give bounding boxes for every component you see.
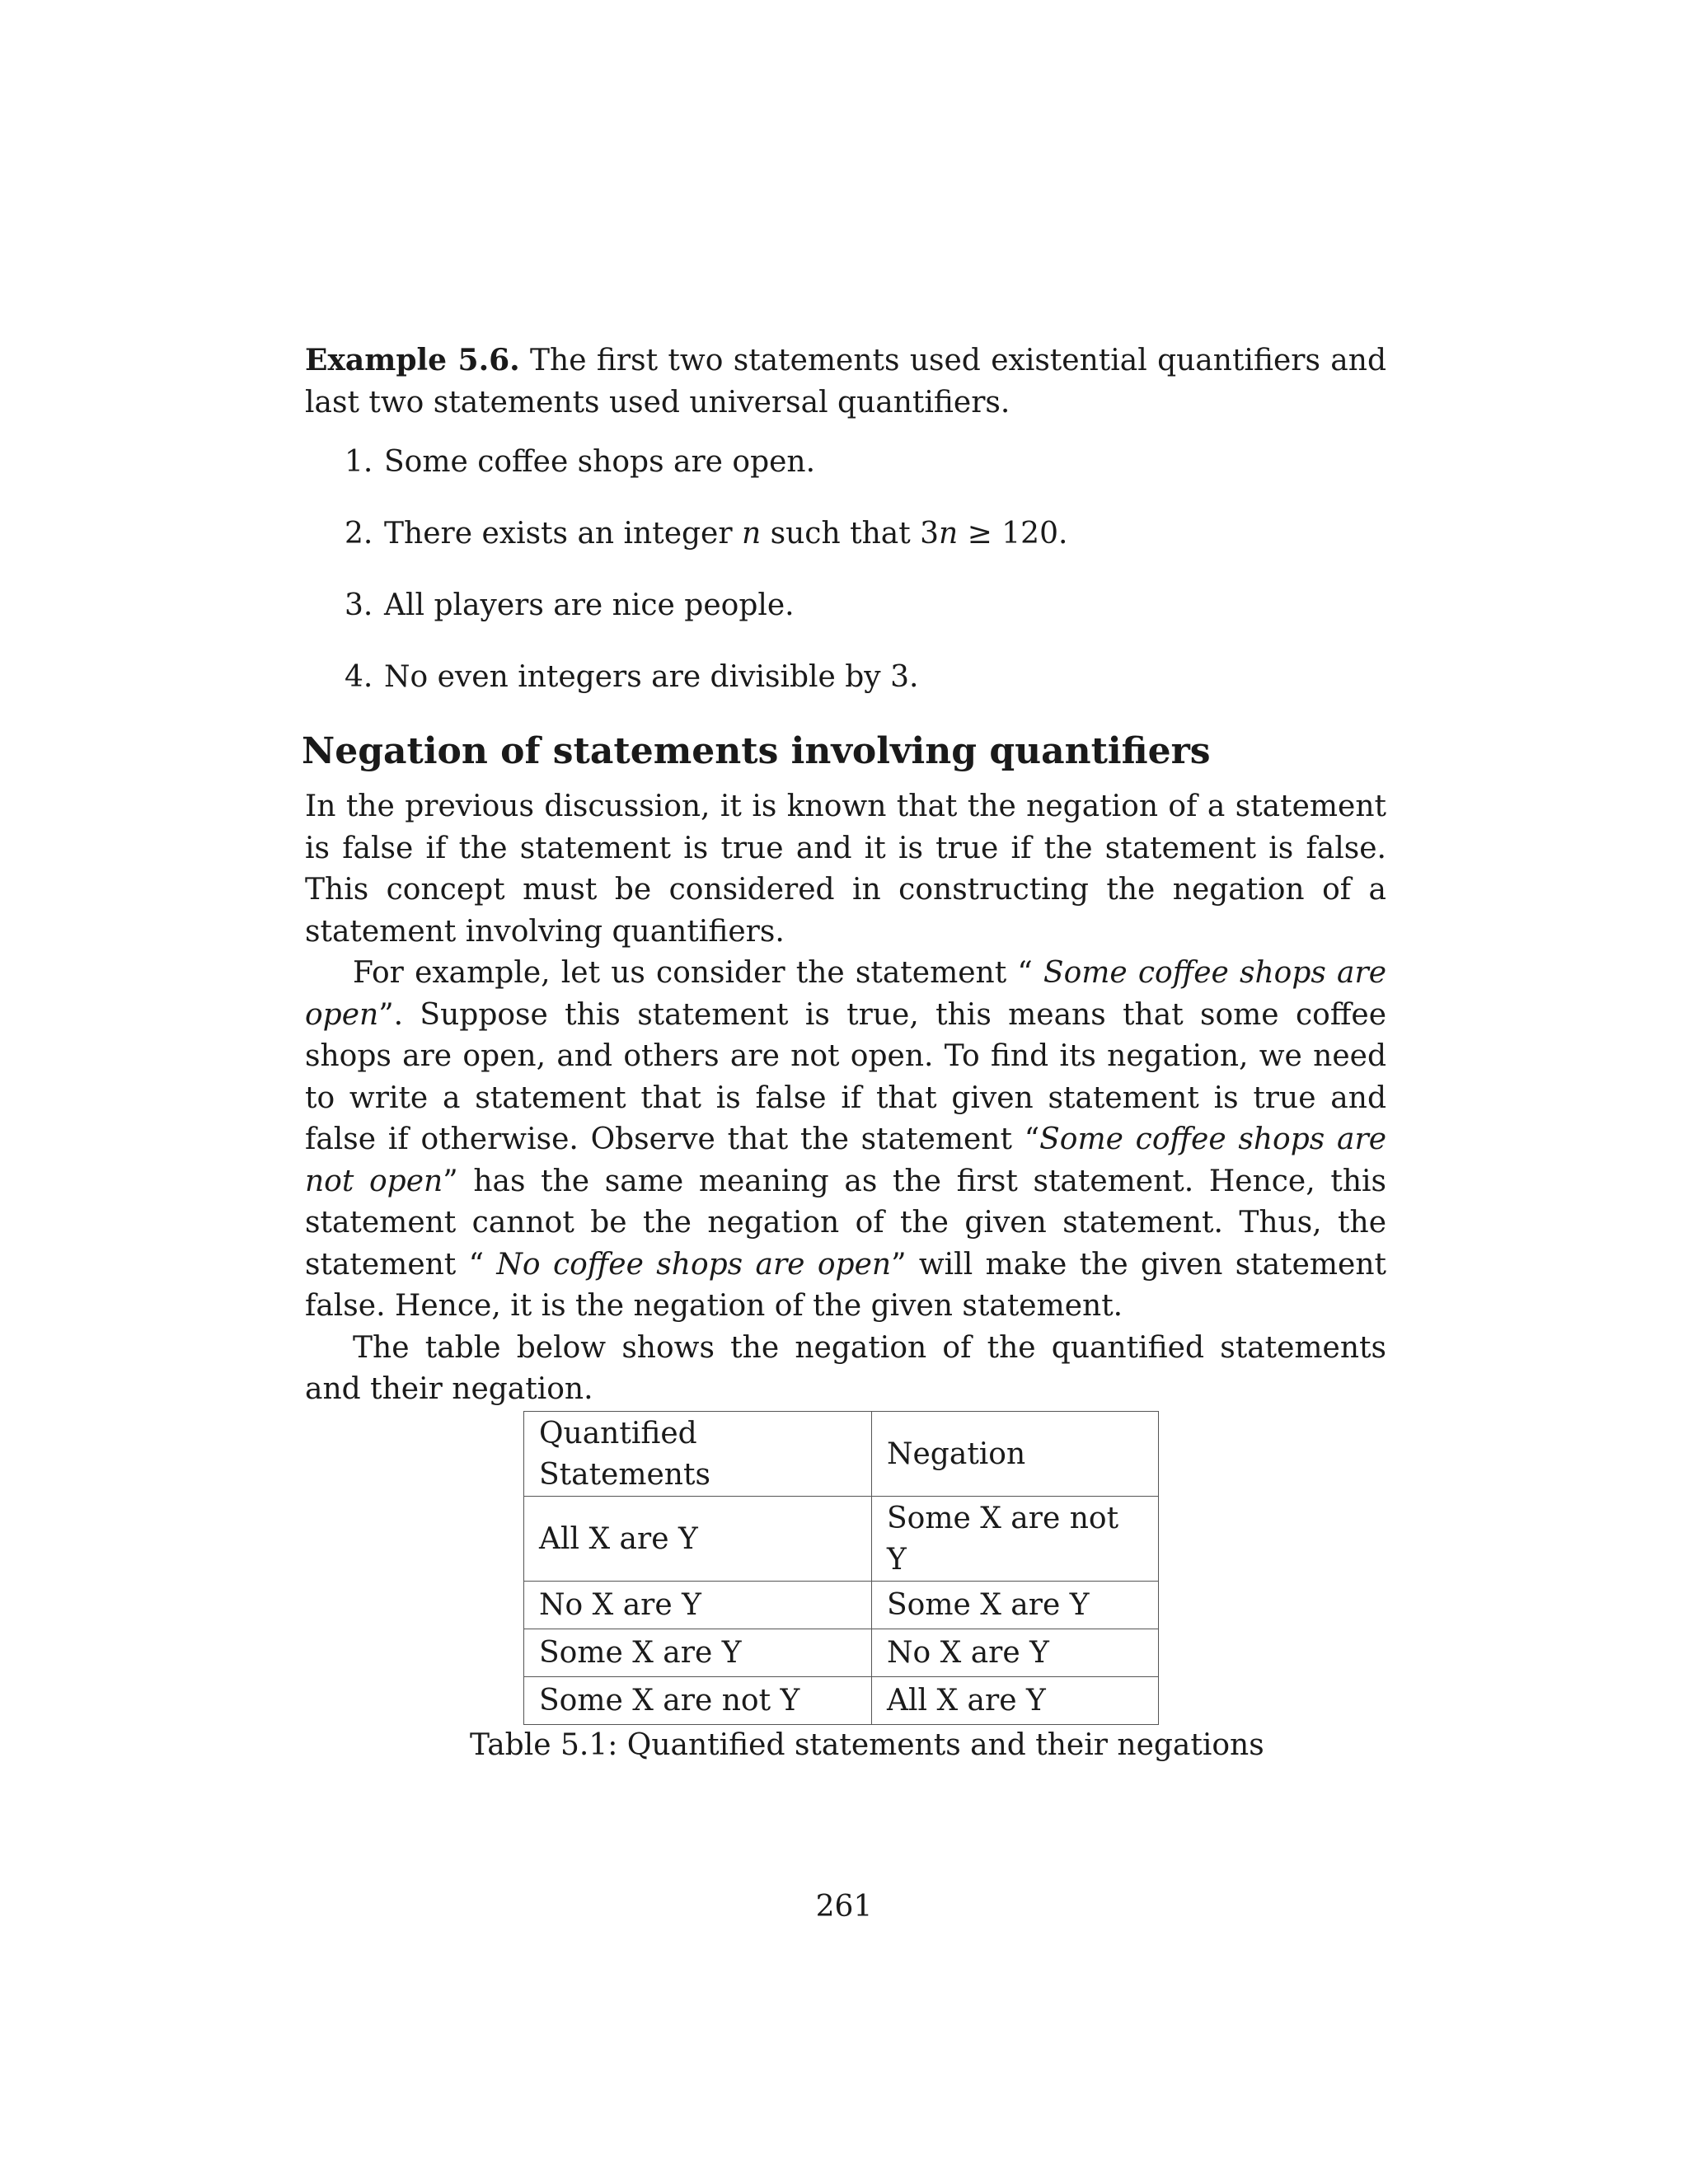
section-heading: Negation of statements involving quantifiers [302, 730, 1211, 772]
table-header-cell: Quantified Statements [524, 1411, 872, 1496]
table-cell: No X are Y [872, 1629, 1159, 1676]
list-item [345, 585, 1386, 626]
table-wrapper [523, 1411, 1386, 1725]
list-text-part: such that 3 [761, 517, 940, 551]
list-text-part: ≥ 120. [958, 517, 1068, 551]
section-paragraph-1: In the previous discussion, it is known that the negation of a statement is false if the statement is true and it is true if the statement is false. This concept must be considered in constructing the negation of a statement involving quantifiers. [305, 790, 1386, 949]
quoted-statement: No coffee shops are open [496, 1247, 892, 1282]
page-number: 261 [815, 1890, 873, 1924]
list-item [345, 657, 1386, 698]
quantifier-table [523, 1411, 1159, 1725]
section-paragraph-3: The table below shows the negation of the quantified statements and their negation. [305, 1330, 1386, 1406]
example-text: The first two statements used existential quantifiers and last two statements used universal quantifiers. [305, 344, 1386, 419]
table-caption: Table 5.1: Quantified statements and their negations [470, 1727, 1264, 1762]
table-row [524, 1676, 1159, 1724]
list-item-text: No even integers are divisible by 3. [384, 660, 919, 694]
table-cell: Some X are Y [524, 1629, 872, 1676]
paragraph-text: ” has the same meaning as the first statement. Hence, this statement cannot be the negation of the given statement. Thus, the statement “ [305, 1164, 1386, 1282]
paragraph-text: ”. Suppose this statement is true, this means that some coffee shops are open, and others are not open. To find its negation, we need to write a statement that is false if that given statement is true and false if otherwise. Observe that the statement “ [305, 997, 1386, 1156]
quoted-statement: Some coffee shops are open [305, 956, 1386, 1032]
list-item [345, 513, 1386, 555]
quoted-statement: Some coffee shops are not open [305, 1122, 1386, 1198]
list-item-number: 3. [345, 588, 373, 622]
table-cell: Some X are not Y [872, 1496, 1159, 1581]
table-cell: Some X are Y [872, 1581, 1159, 1629]
list-item-number: 1. [345, 445, 373, 479]
paragraph-text: ” will make the given statement false. Hence, it is the negation of the given statement. [305, 1247, 1387, 1323]
table-cell: Some X are not Y [524, 1676, 872, 1724]
list-item-text: Some coffee shops are open. [384, 445, 816, 479]
list-item-number: 4. [345, 660, 373, 694]
table-cell: No X are Y [524, 1581, 872, 1629]
table-row [524, 1496, 1159, 1581]
table-header-cell: Negation [872, 1411, 1159, 1496]
list-item-text [384, 513, 1067, 555]
example-list [305, 442, 1386, 698]
list-item-text: All players are nice people. [384, 588, 795, 622]
table-header-row [524, 1411, 1159, 1496]
table-cell: All X are Y [524, 1496, 872, 1581]
paragraph-text: For example, let us consider the statement “ [353, 956, 1043, 990]
table-cell: All X are Y [872, 1676, 1159, 1724]
section-paragraph-2 [305, 953, 1386, 1328]
math-variable: n [742, 517, 762, 551]
table-row [524, 1581, 1159, 1629]
list-text-part: There exists an integer [384, 517, 743, 551]
list-item-number: 2. [345, 517, 373, 551]
page-content [302, 340, 1387, 1766]
example-label: Example 5.6. [305, 343, 520, 377]
math-variable: n [939, 517, 959, 551]
table-row [524, 1629, 1159, 1676]
list-item [345, 442, 1386, 483]
example-paragraph [305, 340, 1386, 424]
